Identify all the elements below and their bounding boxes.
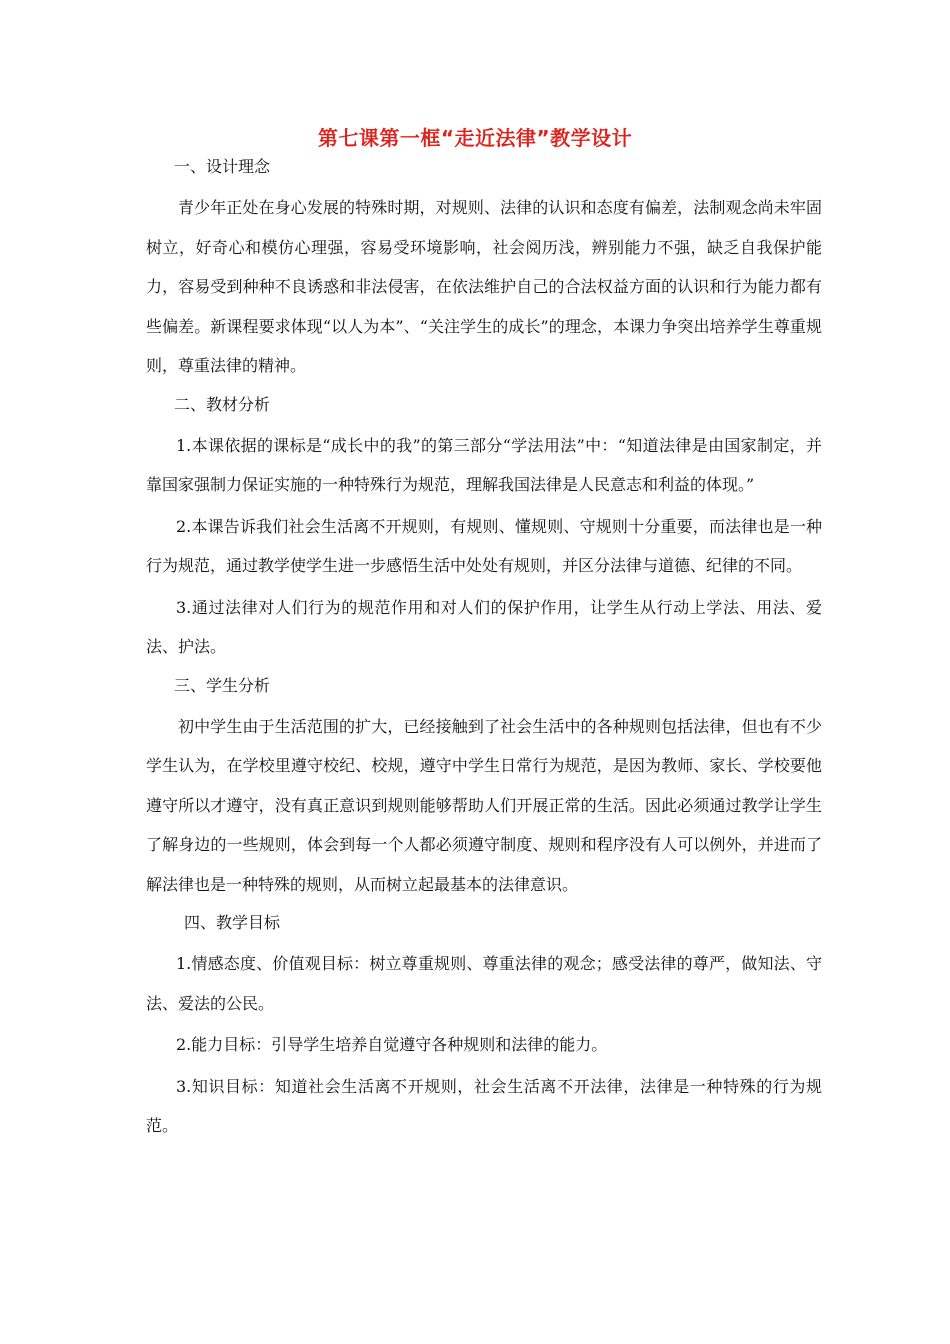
paragraph: 1.情感态度、价值观目标：树立尊重规则、尊重法律的观念；感受法律的尊严，做知法、守法、爱法的公民。 xyxy=(146,954,822,1013)
section-heading-teaching-goals: 四、教学目标 xyxy=(184,913,281,932)
document-title: 第七课第一框“走近法律”教学设计 xyxy=(317,126,633,150)
paragraph: 1.本课依据的课标是“成长中的我”的第三部分“学法用法”中：“知道法律是由国家制定，并靠国家强制力保证实施的一种特殊行为规范，理解我国法律是人民意志和利益的体现。” xyxy=(146,435,822,494)
paragraph: 3.通过法律对人们行为的规范作用和对人们的保护作用，让学生从行动上学法、用法、爱法、护法。 xyxy=(146,597,822,656)
paragraph: 初中学生由于生活范围的扩大，已经接触到了社会生活中的各种规则包括法律，但也有不少学生认为，在学校里遵守校纪、校规，遵守中学生日常行为规范，是因为教师、家长、学校要他遵守所以才遵守，没有真正意识到规则能够帮助人们开展正常的生活。因此必须通过教学让学生了解身边的一些规则，体会到每一个人都必须遵守制度、规则和程序没有人可以例外，并进而了解法律也是一种特殊的规则，从而树立起最基本的法律意识。 xyxy=(146,716,822,894)
paragraph: 2.能力目标：引导学生培养自觉遵守各种规则和法律的能力。 xyxy=(176,1035,608,1054)
paragraph: 青少年正处在身心发展的特殊时期，对规则、法律的认识和态度有偏差，法制观念尚未牢固树立，好奇心和模仿心理强，容易受环境影响，社会阅历浅，辨别能力不强，缺乏自我保护能力，容易受到种种不良诱惑和非法侵害，在依法维护自己的合法权益方面的认识和行为能力都有些偏差。新课程要求体现“以人为本”、“关注学生的成长”的理念，本课力争突出培养学生尊重规则，尊重法律的精神。 xyxy=(146,198,822,375)
document-body xyxy=(146,148,822,1148)
paragraph: 2.本课告诉我们社会生活离不开规则，有规则、懂规则、守规则十分重要，而法律也是一种行为规范，通过教学使学生进一步感悟生活中处处有规则，并区分法律与道德、纪律的不同。 xyxy=(146,516,822,575)
section-heading-textbook-analysis: 二、教材分析 xyxy=(174,394,271,414)
section-heading-student-analysis: 三、学生分析 xyxy=(174,675,271,695)
paragraph: 3.知识目标：知道社会生活离不开规则，社会生活离不开法律，法律是一种特殊的行为规范。 xyxy=(146,1076,822,1135)
section-heading-design-concept: 一、设计理念 xyxy=(174,157,271,176)
